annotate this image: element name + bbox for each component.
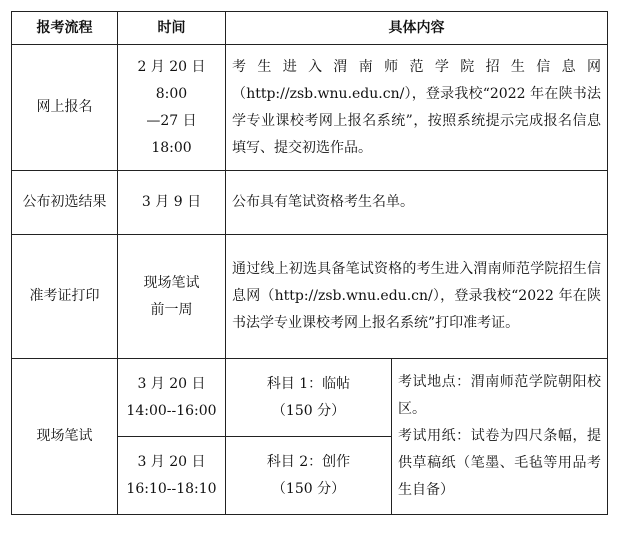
subject-cell [226, 359, 392, 437]
table-row [12, 359, 608, 437]
header-content: 具体内容 [226, 12, 608, 45]
stage-cell: 网上报名 [12, 45, 118, 171]
time-line: 2 月 20 日 8:00 [137, 58, 206, 102]
time-line: 前一周 [150, 301, 193, 318]
table-row [12, 171, 608, 235]
time-line: 现场笔试 [143, 274, 200, 291]
time-cell [118, 437, 226, 515]
time-cell [118, 45, 226, 171]
stage-cell: 现场笔试 [12, 359, 118, 515]
table-row [12, 45, 608, 171]
time-line: 14:00--16:00 [126, 402, 217, 419]
admission-schedule-table [11, 11, 608, 515]
subject-line: （150 分） [271, 480, 346, 497]
header-row [12, 12, 608, 45]
time-line: 16:10--18:10 [126, 480, 217, 497]
exam-notes-cell [392, 359, 608, 515]
time-cell [118, 171, 226, 235]
time-line: 3 月 20 日 [137, 375, 206, 392]
time-cell [118, 359, 226, 437]
header-stage: 报考流程 [12, 12, 118, 45]
exam-location: 考试地点：渭南师范学院朝阳校区。 [398, 374, 601, 417]
stage-cell: 准考证打印 [12, 235, 118, 359]
time-cell [118, 235, 226, 359]
exam-paper: 考试用纸：试卷为四尺条幅，提供草稿纸（笔墨、毛毡等用品考生自备） [398, 428, 601, 498]
time-line: 3 月 9 日 [141, 194, 202, 210]
subject-line: 科目 1：临帖 [266, 375, 351, 392]
table-row [12, 235, 608, 359]
stage-cell: 公布初选结果 [12, 171, 118, 235]
time-line: —27 日 18:00 [146, 112, 197, 156]
content-cell: 考生进入渭南师范学院招生信息网（http://zsb.wnu.edu.cn/），登录我校“2022 年在陕书法学专业课校考网上报名系统”，按照系统提示完成报名信息填写、提交初选作品。 [226, 45, 608, 171]
subject-line: （150 分） [271, 402, 346, 419]
subject-line: 科目 2：创作 [266, 453, 351, 470]
header-time: 时间 [118, 12, 226, 45]
time-line: 3 月 20 日 [137, 453, 206, 470]
content-cell: 通过线上初选具备笔试资格的考生进入渭南师范学院招生信息网（http://zsb.wnu.edu.cn/），登录我校“2022 年在陕书法学专业课校考网上报名系统”打印准考证。 [226, 235, 608, 359]
content-cell: 公布具有笔试资格考生名单。 [226, 171, 608, 235]
subject-cell [226, 437, 392, 515]
